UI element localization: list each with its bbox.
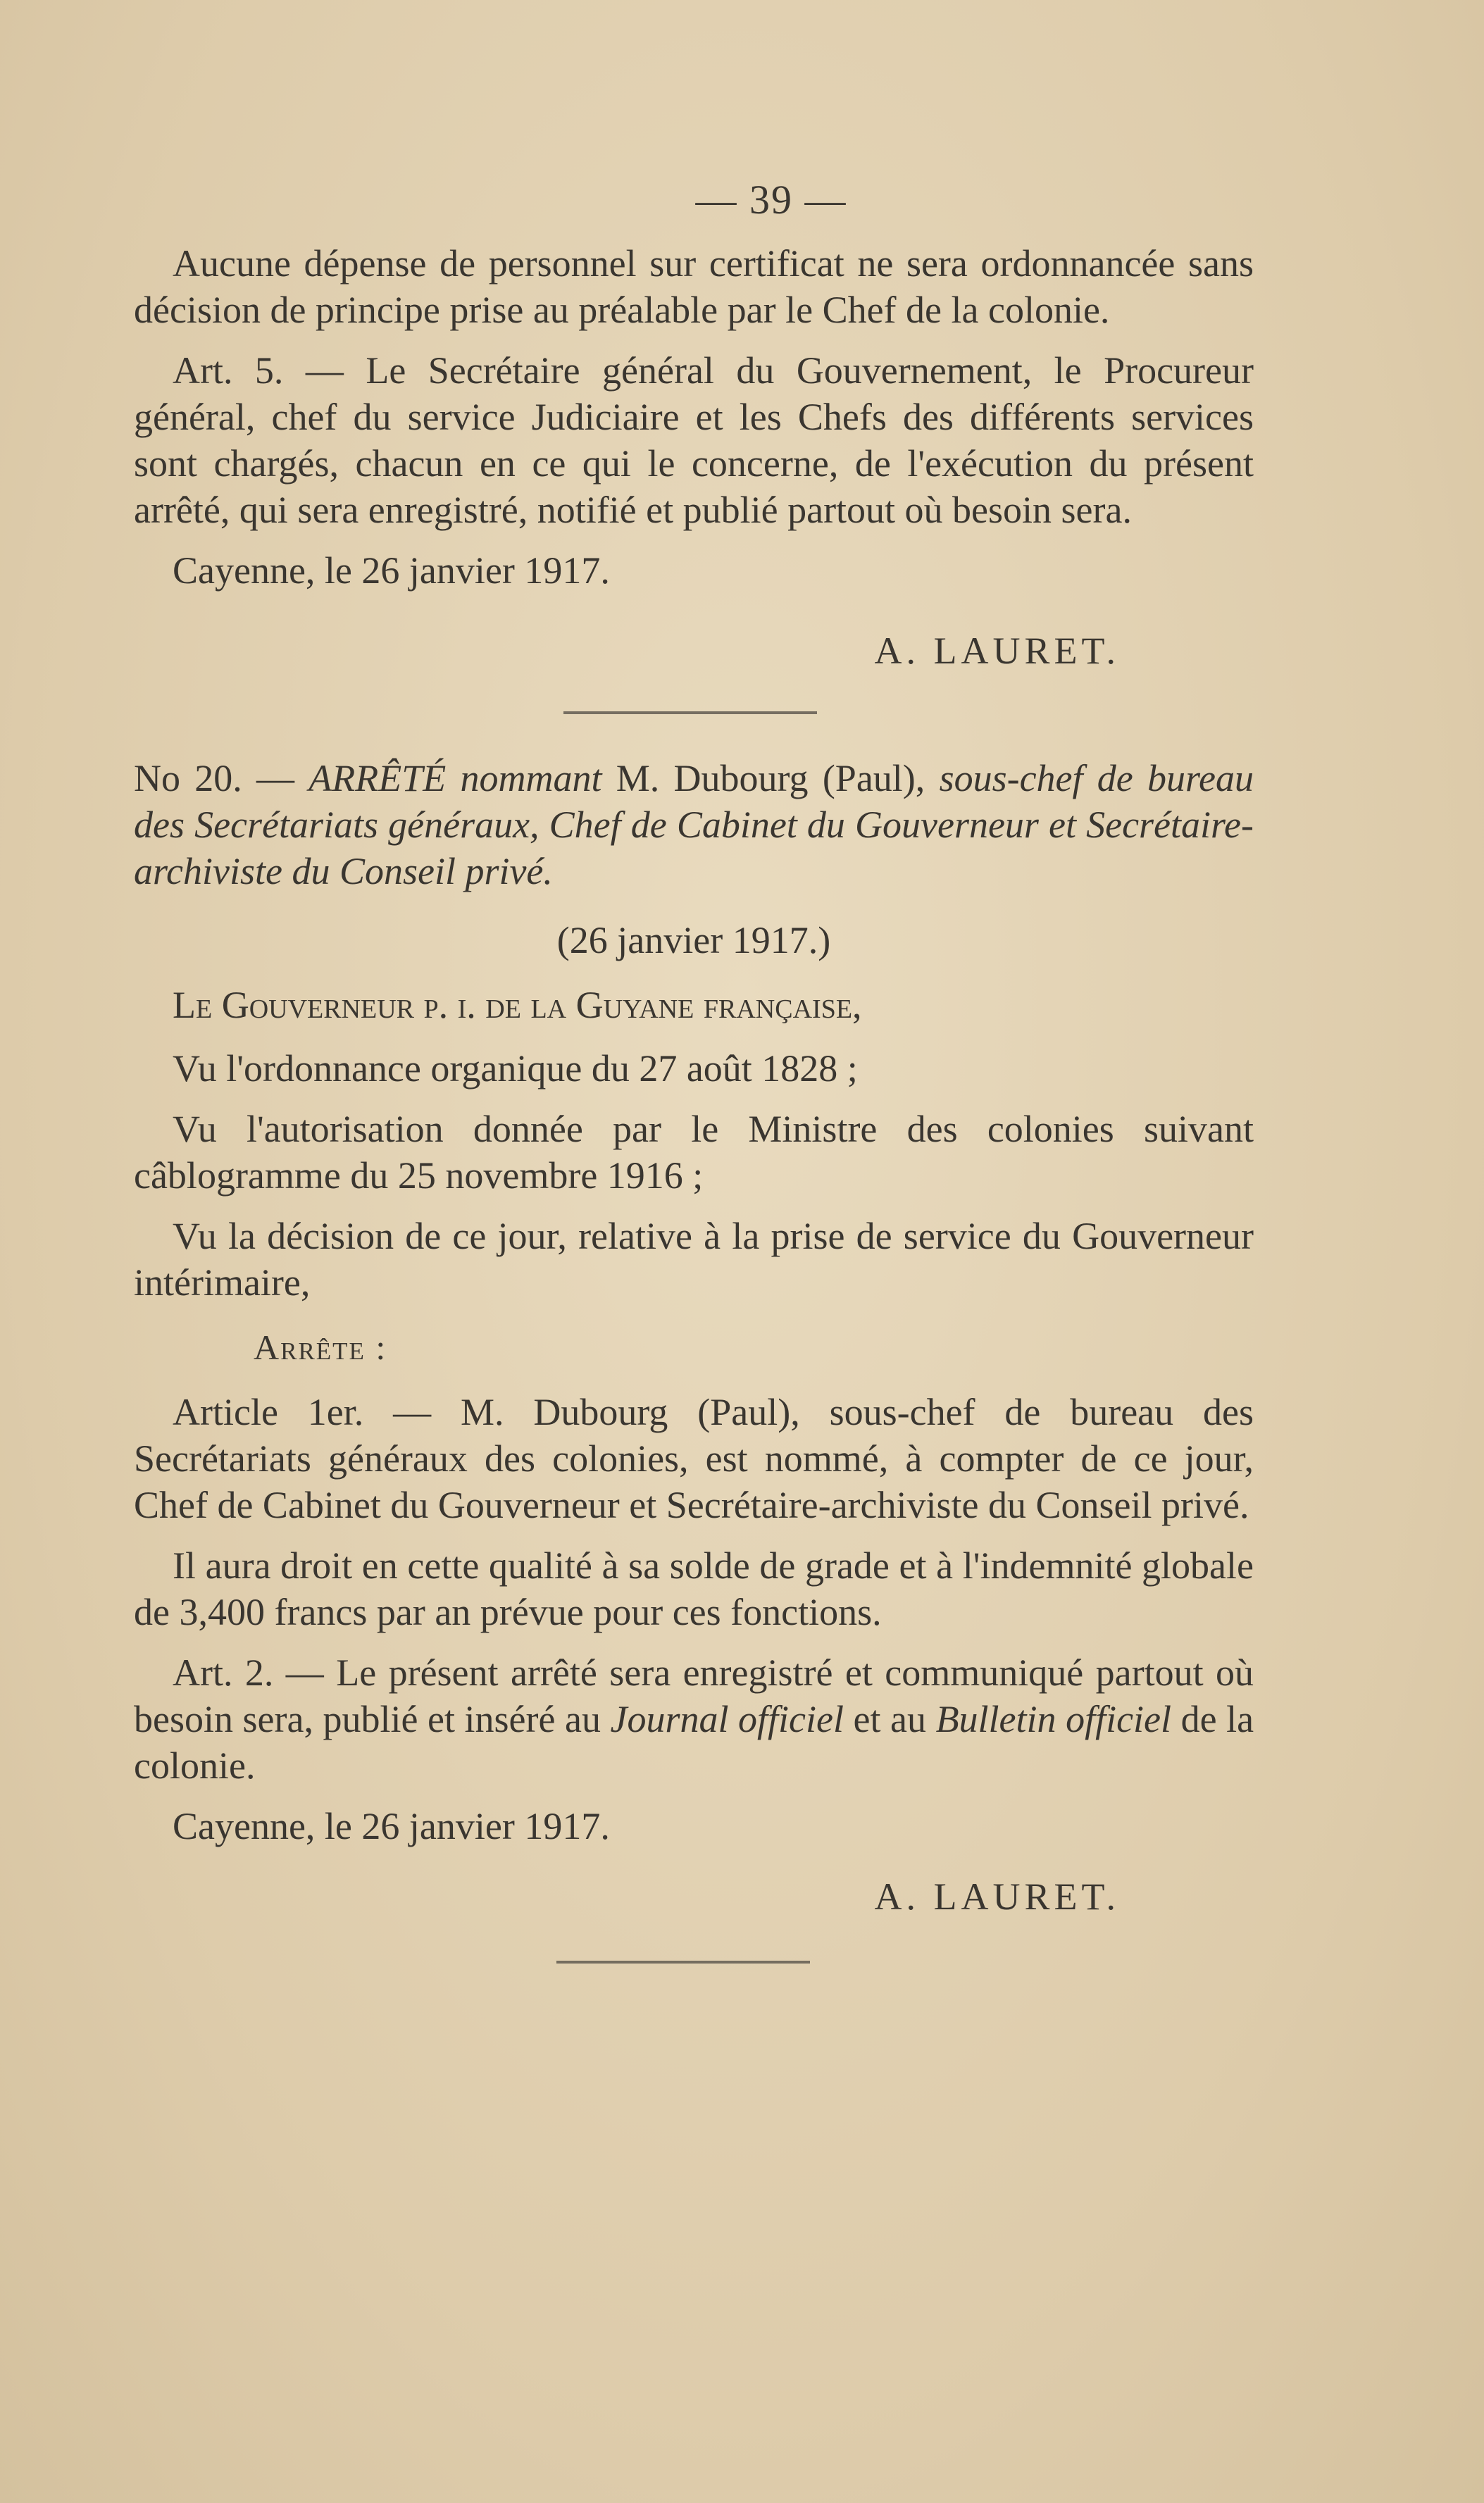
paragraph-expense: Aucune dépense de personnel sur certificat ne sera ordonnancée sans décision de principe prise au préalable par le Chef de la colonie. [134, 242, 1254, 331]
date-line-2: Cayenne, le 26 janvier 1917. [173, 1805, 610, 1847]
article-1-indemnity: Il aura droit en cette qualité à sa solde de grade et à l'indemnité globale de 3,400 francs par an prévue pour ces fonctions. [134, 1544, 1254, 1633]
page-number: — 39 — [695, 177, 847, 223]
article-5: Art. 5. — Le Secrétaire général du Gouvernement, le Procureur général, chef du service Judiciaire et les Chefs des différents services sont chargés, chacun en ce qui le concerne, de l'exécution du présent arrêté, qui sera enregistré, notifié et publié partout où besoin sera. [134, 349, 1254, 531]
article-2-text-c: de la colonie. [134, 1698, 1254, 1787]
document-page [134, 176, 1254, 1964]
decree-title [134, 755, 1254, 894]
decree-date: (26 janvier 1917.) [556, 919, 831, 961]
decree-title-part-b: M. Dubourg (Paul), [616, 757, 925, 799]
signature-1: A. LAURET. [874, 630, 1120, 672]
arrete-label: Arrête : [254, 1328, 387, 1367]
gouverneur-line [134, 982, 1254, 1028]
vu-ordonnance: Vu l'ordonnance organique du 27 août 1828 ; [173, 1047, 858, 1090]
decree-number: No 20. — [134, 757, 295, 799]
gouverneur-text: Le Gouverneur p. i. de la Guyane française, [173, 984, 862, 1026]
divider-1 [563, 711, 817, 714]
vu-autorisation: Vu l'autorisation donnée par le Ministre des colonies suivant câblogramme du 25 novembre 1916 ; [134, 1108, 1254, 1197]
decree-title-part-a: ARRÊTÉ nommant [308, 757, 602, 799]
article-2-text-b: et au [853, 1698, 927, 1740]
vu-decision: Vu la décision de ce jour, relative à la prise de service du Gouverneur intérimaire, [134, 1215, 1254, 1304]
article-2-text-a: Art. 2. — Le présent arrêté sera enregistré et communiqué partout où besoin sera, publié et inséré au [134, 1652, 1254, 1740]
decree-title-part-c: sous-chef de bureau des Secrétariats généraux, Chef de Cabinet du Gouverneur et Secrétaire-archiviste du Conseil privé. [134, 757, 1254, 892]
article-2 [134, 1649, 1254, 1789]
journal-officiel: Journal officiel [610, 1698, 844, 1740]
article-1: Article 1er. — M. Dubourg (Paul), sous-chef de bureau des Secrétariats généraux des colonies, est nommé, à compter de ce jour, Chef de Cabinet du Gouverneur et Secrétaire-archiviste du Conseil privé. [134, 1391, 1254, 1526]
signature-2: A. LAURET. [874, 1875, 1120, 1918]
date-line-1: Cayenne, le 26 janvier 1917. [173, 549, 610, 592]
divider-2 [556, 1961, 810, 1964]
bulletin-officiel: Bulletin officiel [935, 1698, 1172, 1740]
